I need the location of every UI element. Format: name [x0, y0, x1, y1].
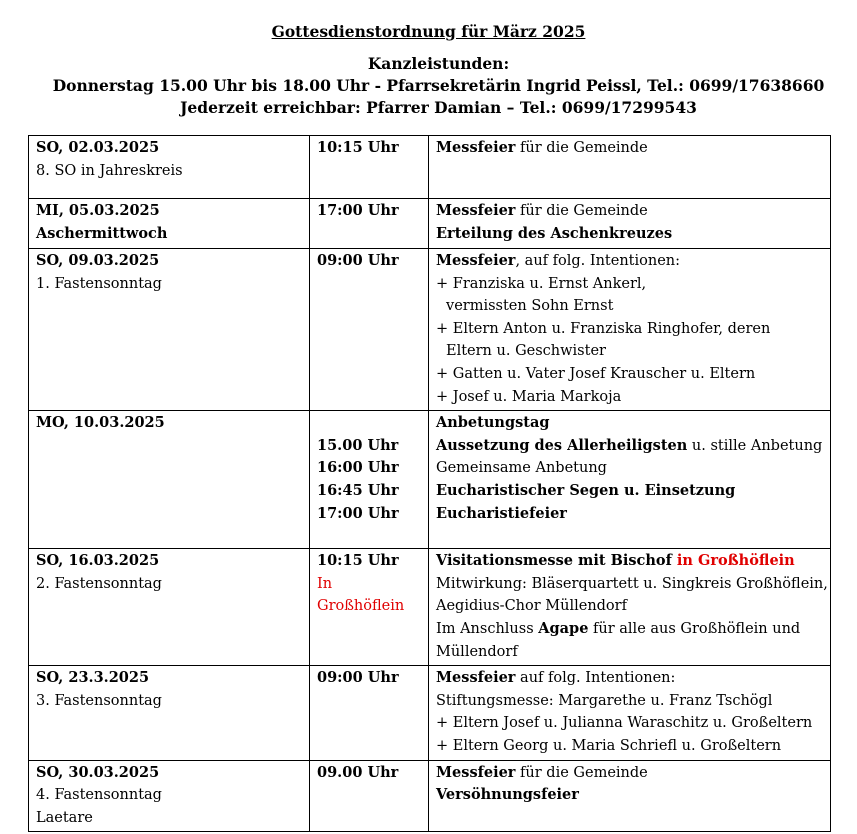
service-date: SO, 09.03.2025 — [36, 252, 160, 269]
office-hours-line-2: Jederzeit erreichbar: Pfarrer Damian – Tel.: 0699/17299543 — [180, 98, 697, 117]
date-cell — [29, 666, 310, 760]
service-time: 17:00 Uhr — [317, 504, 399, 522]
service-type: Messfeier — [436, 669, 516, 687]
service-detail: Müllendorf — [436, 643, 518, 660]
service-time: 10:15 Uhr — [317, 139, 399, 156]
time-cell — [310, 411, 429, 549]
service-schedule-table — [28, 135, 831, 832]
time-cell — [310, 199, 429, 249]
service-type: Visitationsmesse mit Bischof — [436, 552, 677, 570]
table-row — [29, 199, 831, 249]
schedule-item-title: Aussetzung des Allerheiligsten — [436, 436, 688, 454]
intention-item: + Gatten u. Vater Josef Krauscher u. Eltern — [436, 365, 756, 382]
description-cell — [429, 549, 831, 666]
service-description: auf folg. Intentionen: — [515, 670, 676, 687]
date-cell — [29, 136, 310, 199]
service-location: Großhöflein — [317, 598, 405, 615]
description-cell — [429, 666, 831, 760]
service-occasion: 2. Fastensonntag — [36, 575, 162, 592]
time-cell — [310, 549, 429, 666]
service-time: 10:15 Uhr — [317, 552, 399, 570]
time-cell — [310, 760, 429, 832]
office-hours-line-1: Donnerstag 15.00 Uhr bis 18.00 Uhr - Pfarrsekretärin Ingrid Peissl, Tel.: 0699/17638660 — [52, 76, 825, 95]
page-title: Gottesdienstordnung für März 2025 — [271, 22, 586, 41]
service-detail: Versöhnungsfeier — [436, 786, 579, 804]
service-type: Messfeier — [436, 139, 516, 156]
service-time: 16:45 Uhr — [317, 481, 399, 499]
description-cell — [429, 249, 831, 411]
service-occasion-secondary: Laetare — [36, 809, 93, 826]
service-heading: Anbetungstag — [436, 414, 550, 432]
service-date: SO, 16.03.2025 — [36, 552, 160, 570]
service-description: für die Gemeinde — [515, 140, 648, 156]
intention-item: + Eltern Josef u. Julianna Waraschitz u. Großeltern — [436, 715, 813, 732]
service-date: SO, 30.03.2025 — [36, 763, 160, 781]
service-location: In — [317, 575, 333, 592]
table-row — [29, 249, 831, 411]
service-time: 09:00 Uhr — [317, 669, 399, 687]
service-date: MO, 10.03.2025 — [36, 414, 165, 432]
service-date: MI, 05.03.2025 — [36, 202, 160, 219]
service-location-highlight: in Großhöflein — [676, 552, 795, 570]
agape-label: Agape — [538, 619, 589, 637]
service-description: für die Gemeinde — [515, 203, 648, 219]
service-date: SO, 02.03.2025 — [36, 139, 160, 156]
service-occasion: 3. Fastensonntag — [36, 692, 162, 709]
service-detail: für alle aus Großhöflein und — [588, 620, 801, 637]
time-cell — [310, 136, 429, 199]
intention-item: Stiftungsmesse: Margarethe u. Franz Tschögl — [436, 692, 773, 709]
table-row — [29, 549, 831, 666]
date-cell — [29, 411, 310, 549]
description-cell — [429, 411, 831, 549]
date-cell — [29, 199, 310, 249]
date-cell — [29, 549, 310, 666]
service-time: 09:00 Uhr — [317, 252, 399, 269]
table-row — [29, 760, 831, 832]
service-type: Messfeier — [436, 763, 516, 781]
description-cell — [429, 136, 831, 199]
intention-item: + Josef u. Maria Markoja — [436, 388, 622, 405]
service-occasion: 4. Fastensonntag — [36, 787, 162, 804]
service-occasion: 8. SO in Jahreskreis — [36, 162, 183, 179]
table-row — [29, 136, 831, 199]
date-cell — [29, 760, 310, 832]
time-cell — [310, 249, 429, 411]
service-time: 17:00 Uhr — [317, 202, 399, 219]
schedule-item-title: Eucharistiefeier — [436, 504, 567, 522]
service-type: Messfeier — [436, 252, 516, 269]
intention-item: + Eltern Anton u. Franziska Ringhofer, deren — [436, 320, 771, 337]
time-cell — [310, 666, 429, 760]
description-cell — [429, 199, 831, 249]
date-cell — [29, 249, 310, 411]
table-row — [29, 411, 831, 549]
service-time: 16:00 Uhr — [317, 459, 399, 477]
service-time: 15.00 Uhr — [317, 436, 399, 454]
service-date: SO, 23.3.2025 — [36, 669, 150, 687]
service-occasion: 1. Fastensonntag — [36, 275, 162, 292]
service-description: , auf folg. Intentionen: — [515, 253, 681, 269]
description-cell — [429, 760, 831, 832]
service-occasion: Aschermittwoch — [36, 224, 168, 242]
service-detail: Mitwirkung: Bläserquartett u. Singkreis Großhöflein, — [436, 575, 828, 592]
service-type: Messfeier — [436, 202, 516, 219]
schedule-item-title: Eucharistischer Segen u. Einsetzung — [436, 481, 736, 499]
service-time: 09.00 Uhr — [317, 763, 399, 781]
table-row — [29, 666, 831, 760]
office-hours-label: Kanzleistunden: — [367, 54, 510, 73]
schedule-item-text: Gemeinsame Anbetung — [436, 460, 607, 477]
intention-item: + Franziska u. Ernst Ankerl, — [436, 275, 647, 292]
service-detail: Erteilung des Aschenkreuzes — [436, 224, 673, 242]
intention-item: vermissten Sohn Ernst — [446, 298, 614, 315]
service-detail: Aegidius-Chor Müllendorf — [436, 598, 627, 615]
intention-item: Eltern u. Geschwister — [446, 343, 606, 360]
service-description: für die Gemeinde — [515, 764, 648, 781]
schedule-item-text: u. stille Anbetung — [687, 437, 823, 454]
intention-item: + Eltern Georg u. Maria Schriefl u. Großeltern — [436, 737, 782, 754]
service-detail: Im Anschluss — [436, 620, 539, 637]
